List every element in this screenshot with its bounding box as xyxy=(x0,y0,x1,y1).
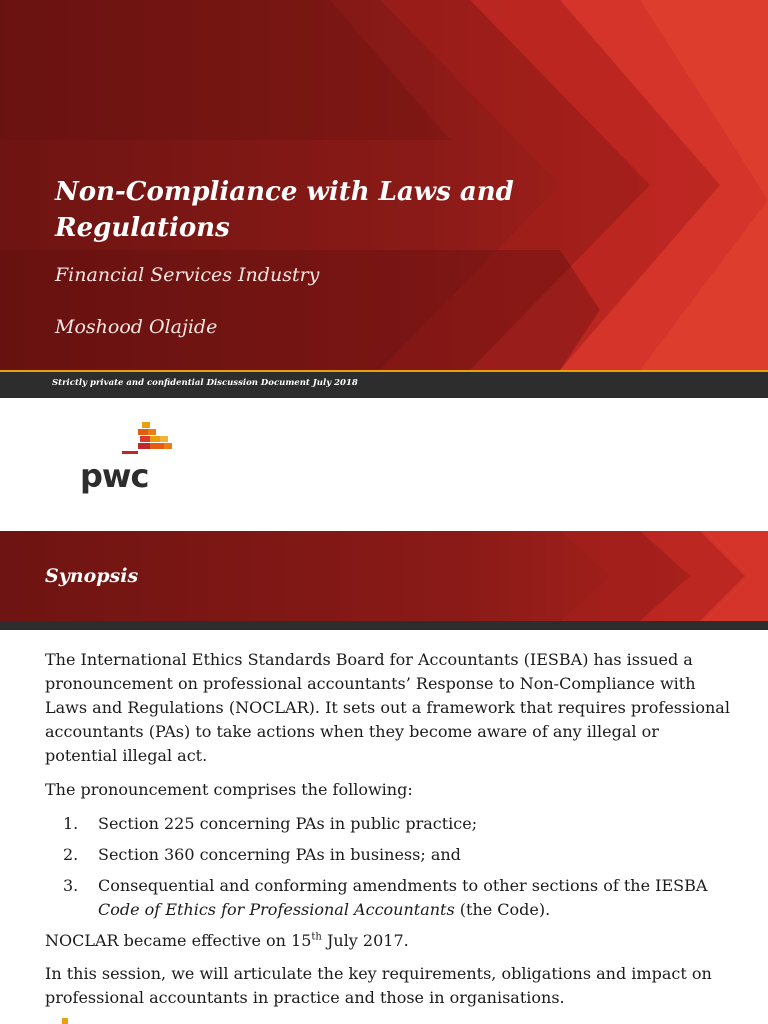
code-title: Code of Ethics for Professional Accountants xyxy=(98,900,455,919)
list-number: 3. xyxy=(63,876,79,895)
pronouncement-list xyxy=(45,812,735,922)
confidentiality-bar xyxy=(0,370,768,398)
section-heading: Synopsis xyxy=(45,565,139,587)
list-item-text: Section 360 concerning PAs in business; and xyxy=(98,845,461,864)
effective-date xyxy=(45,929,735,953)
list-item xyxy=(45,843,735,867)
intro-paragraph: The International Ethics Standards Board for Accountants (IESBA) has issued a pronouncement on professional accountants’ Response to Non-Compliance with Laws and Regulations (NOCLAR). It sets out a framework that requires professional accountants (PAs) to take actions when they become aware of any illegal or potential illegal act. xyxy=(45,650,730,765)
ordinal-suffix: th xyxy=(311,931,322,943)
list-item xyxy=(45,812,735,836)
author-name: Moshood Olajide xyxy=(55,316,218,338)
closing-paragraph: In this session, we will articulate the key requirements, obligations and impact on professional accountants in practice and those in organisations. xyxy=(45,964,712,1007)
pwc-wordmark: pwc xyxy=(80,457,149,495)
list-number: 1. xyxy=(63,814,79,833)
confidentiality-note: Strictly private and confidential Discussion Document July 2018 xyxy=(52,378,358,388)
industry-subtitle: Financial Services Industry xyxy=(55,264,320,286)
synopsis-banner xyxy=(0,531,768,621)
list-number: 2. xyxy=(63,845,79,864)
document-title: Non-Compliance with Laws and Regulations xyxy=(55,177,514,243)
list-item-text-end: (the Code). xyxy=(454,900,551,919)
list-item xyxy=(45,874,735,922)
section-divider xyxy=(0,621,768,630)
pwc-logo xyxy=(78,420,178,495)
title-banner xyxy=(0,0,768,370)
list-item-text: Section 225 concerning PAs in public practice; xyxy=(98,814,478,833)
effective-text-end: July 2017. xyxy=(321,931,409,950)
pwc-logo-mark-icon xyxy=(78,420,178,460)
list-intro: The pronouncement comprises the following: xyxy=(45,780,413,799)
synopsis-body xyxy=(45,648,735,1020)
effective-text: NOCLAR became effective on 15 xyxy=(45,931,312,950)
page-corner-mark xyxy=(62,1018,68,1024)
list-item-text: Consequential and conforming amendments to other sections of the IESBA xyxy=(98,876,708,895)
